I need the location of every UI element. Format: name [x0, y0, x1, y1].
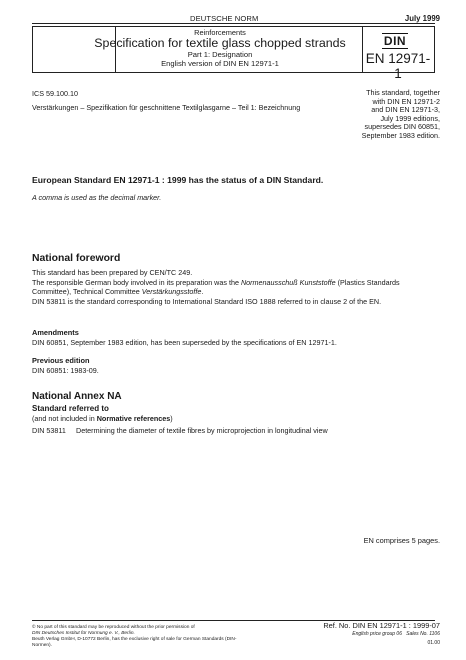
title-block — [80, 26, 360, 73]
sales-number: Sales No. 1106 — [406, 631, 440, 637]
foreword-text: . — [201, 287, 204, 297]
price-info — [352, 631, 440, 637]
amendments-text: DIN 60851, September 1983 edition, has been superseded by the specifications of EN 12971-1. — [32, 338, 337, 347]
annex-note-text: ) — [170, 414, 173, 423]
price-group: English price group 06 — [352, 631, 402, 637]
copyright-notice — [32, 625, 252, 649]
committee-name: Normenausschuß Kunststoffe — [240, 277, 336, 287]
previous-edition-text: DIN 60851: 1983-09. — [32, 366, 99, 375]
version-label: English version of DIN EN 12971-1 — [161, 59, 279, 68]
copyright-line: DIN Deutsches Institut für Normung e. V., Berlin. — [32, 631, 135, 636]
foreword-text: (Plastics Standards Committee), Technical Committee — [32, 277, 400, 297]
technical-committee-name: Verstärkungsstoffe — [141, 287, 202, 297]
annex-note-emphasis: Normative references — [96, 414, 171, 423]
reference-number: Ref. No. DIN EN 12971-1 : 1999-07 — [323, 621, 440, 630]
copyright-line: © No part of this standard may be reproduced without the prior permission of — [32, 625, 195, 630]
foreword-paragraph-2 — [32, 278, 436, 297]
annex-note — [32, 414, 173, 423]
decimal-marker-note: A comma is used as the decimal marker. — [32, 193, 162, 202]
referenced-standard-code: DIN 53811 — [32, 426, 66, 435]
publisher-label: DEUTSCHE NORM — [190, 14, 259, 23]
foreword-text: The responsible German body involved in its preparation was the — [32, 277, 241, 287]
ics-code: ICS 59.100.10 — [32, 89, 78, 98]
document-title: Specification for textile glass chopped strands — [94, 36, 346, 50]
german-title: Verstärkungen – Spezifikation für geschnittene Textilglasgarne – Teil 1: Bezeichnung — [32, 103, 301, 112]
din-logo — [382, 34, 408, 48]
part-label: Part 1: Designation — [187, 50, 253, 59]
referenced-standard-entry — [32, 426, 328, 435]
header-rule — [32, 23, 435, 24]
publication-date: July 1999 — [404, 14, 440, 23]
din-logo-text: DIN — [383, 34, 407, 48]
national-foreword-heading: National foreword — [32, 253, 121, 264]
copyright-line: Beuth Verlag GmbH, D-10772 Berlin, has the exclusive right of sale for German Standards (DIN-Normen). — [32, 637, 237, 648]
referenced-standard-title: Determining the diameter of textile fibres by microprojection in longitudinal view — [76, 426, 328, 435]
category-label: Reinforcements — [194, 28, 246, 37]
foreword-paragraph-1: This standard has been prepared by CEN/TC 249. — [32, 268, 193, 277]
annex-subheading: Standard referred to — [32, 404, 109, 413]
amendments-heading: Amendments — [32, 328, 79, 337]
annex-note-text: (and not included in — [32, 414, 97, 423]
national-foreword-body — [32, 268, 436, 306]
previous-edition-heading: Previous edition — [32, 356, 90, 365]
edition-code: 01.00 — [427, 640, 440, 646]
status-statement: European Standard EN 12971-1 : 1999 has the status of a DIN Standard. — [32, 175, 324, 185]
standard-number: EN 12971-1 — [365, 51, 431, 81]
annex-heading: National Annex NA — [32, 391, 122, 402]
page-count-note: EN comprises 5 pages. — [363, 536, 440, 545]
foreword-paragraph-3: DIN 53811 is the standard corresponding to International Standard ISO 1888 referred to in clause 2 of the EN. — [32, 296, 382, 306]
supersedes-note: This standard, together with DIN EN 12971-2 and DIN EN 12971-3, July 1999 editions, supersedes DIN 60851, September 1983 edition. — [361, 88, 440, 140]
